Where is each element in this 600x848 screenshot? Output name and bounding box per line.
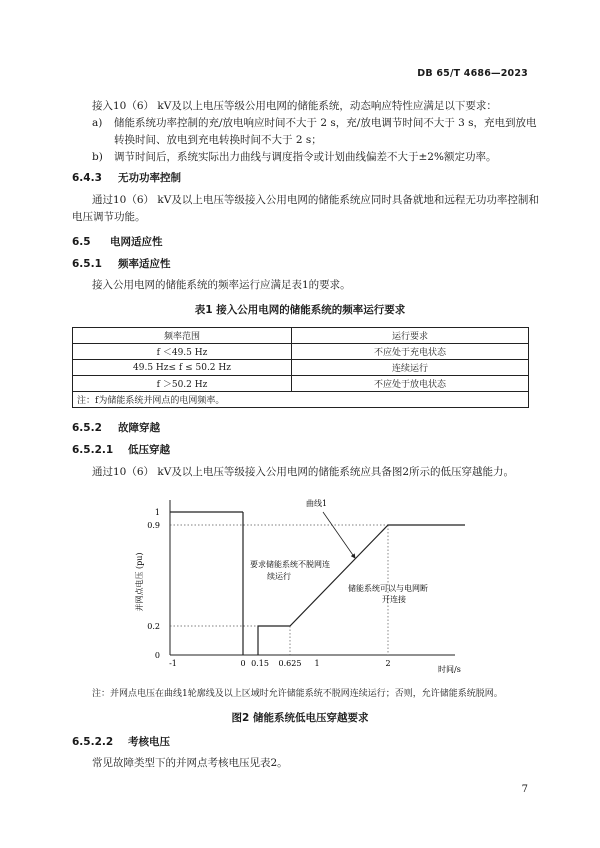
item-b-marker: b) <box>92 151 103 163</box>
lvrt-figure <box>120 490 490 680</box>
y-tick-label: 0.2 <box>147 622 160 631</box>
section-heading-65 <box>72 234 163 249</box>
table-row <box>73 376 529 392</box>
curve-1-pointer <box>323 512 355 558</box>
section-title: 故障穿越 <box>118 422 160 434</box>
table-note: 注：f为储能系统并网点的电网频率。 <box>73 392 529 408</box>
y-tick-label: 0 <box>154 651 160 660</box>
y-tick-label: 0.9 <box>147 521 160 530</box>
figure2-note: 注：并网点电压在曲线1轮廓线及以上区域时允许储能系统不脱网连续运行；否则，允许储能系统脱网。 <box>92 689 503 699</box>
item-b-line1: 调节时间后，系统实际出力曲线与调度指令或计划曲线偏差不大于±2%额定功率。 <box>114 151 497 163</box>
section-title: 低压穿越 <box>128 444 170 456</box>
item-a-line1: 储能系统功率控制的充/放电响应时间不大于 2 s，充/放电调节时间不大于 3 s，充电到放电 <box>114 117 537 129</box>
x-tick-label: 1 <box>314 659 320 668</box>
section-heading-643 <box>72 170 181 185</box>
section-heading-6522 <box>72 734 170 749</box>
x-tick-label: 0 <box>240 659 246 668</box>
section-heading-651 <box>72 256 171 271</box>
figure2-caption: 图2 储能系统低电压穿越要求 <box>231 712 369 724</box>
section-number: 6.5.2.2 <box>72 736 114 748</box>
table-cell: f ＜49.5 Hz <box>73 344 292 360</box>
x-axis-label: 时间/s <box>438 665 461 674</box>
table-row <box>73 360 529 376</box>
section-number: 6.5.2 <box>72 422 102 434</box>
region-upper-line2: 续运行 <box>267 572 291 581</box>
x-tick-label: 2 <box>385 659 391 668</box>
section-title: 无功功率控制 <box>118 172 181 184</box>
table-cell: f ＞50.2 Hz <box>73 376 292 392</box>
section-heading-652 <box>72 420 160 435</box>
section-heading-6521 <box>72 442 170 457</box>
region-lower-line1: 储能系统可以与电网断 <box>348 584 428 593</box>
table-note-row <box>73 392 529 408</box>
sec-651-line: 接入公用电网的储能系统的频率运行应满足表1的要求。 <box>92 279 351 291</box>
table-cell: 连续运行 <box>292 360 529 376</box>
sec-6521-line: 通过10（6） kV及以上电压等级接入公用电网的储能系统应具备图2所示的低压穿越能力。 <box>92 466 515 478</box>
region-upper-line1: 要求储能系统不脱网连 <box>250 560 330 569</box>
table-header-cell: 运行要求 <box>292 328 529 344</box>
sec-643-line2: 电压调节功能。 <box>72 211 146 223</box>
section-title: 频率适应性 <box>118 258 171 270</box>
table1-caption: 表1 接入公用电网的储能系统的频率运行要求 <box>194 304 406 316</box>
table-header-cell: 频率范围 <box>73 328 292 344</box>
table-header-row <box>73 328 529 344</box>
section-number: 6.4.3 <box>72 172 102 184</box>
page-number: 7 <box>521 784 528 795</box>
sec-6522-line: 常见故障类型下的并网点考核电压见表2。 <box>92 757 288 769</box>
frequency-table <box>72 327 529 408</box>
y-tick-label: 1 <box>154 508 160 517</box>
y-axis-label: 并网点电压 (pu) <box>135 552 144 612</box>
item-a-line2: 转换时间、放电到充电转换时间不大于 2 s； <box>114 134 322 146</box>
x-tick-label: 0.15 <box>251 659 269 668</box>
region-lower-line2: 开连接 <box>382 595 406 604</box>
x-tick-label: 0.625 <box>278 659 302 668</box>
intro-line: 接入10（6） kV及以上电压等级公用电网的储能系统，动态响应特性应满足以下要求： <box>92 100 497 112</box>
section-title: 电网适应性 <box>110 236 163 248</box>
table-cell: 49.5 Hz≤ f ≤ 50.2 Hz <box>73 360 292 376</box>
curve-1-label: 曲线1 <box>306 499 328 508</box>
doc-code: DB 65/T 4686—2023 <box>417 68 528 79</box>
section-number: 6.5.2.1 <box>72 444 114 456</box>
table-cell: 不应处于放电状态 <box>292 376 529 392</box>
item-a-marker: a) <box>92 117 103 129</box>
section-title: 考核电压 <box>128 736 170 748</box>
section-number: 6.5 <box>72 236 91 248</box>
sec-643-line1: 通过10（6） kV及以上电压等级接入公用电网的储能系统应同时具备就地和远程无功功率控制和 <box>92 194 539 206</box>
section-number: 6.5.1 <box>72 258 102 270</box>
x-tick-label: -1 <box>169 659 177 668</box>
table-row <box>73 344 529 360</box>
table-cell: 不应处于充电状态 <box>292 344 529 360</box>
